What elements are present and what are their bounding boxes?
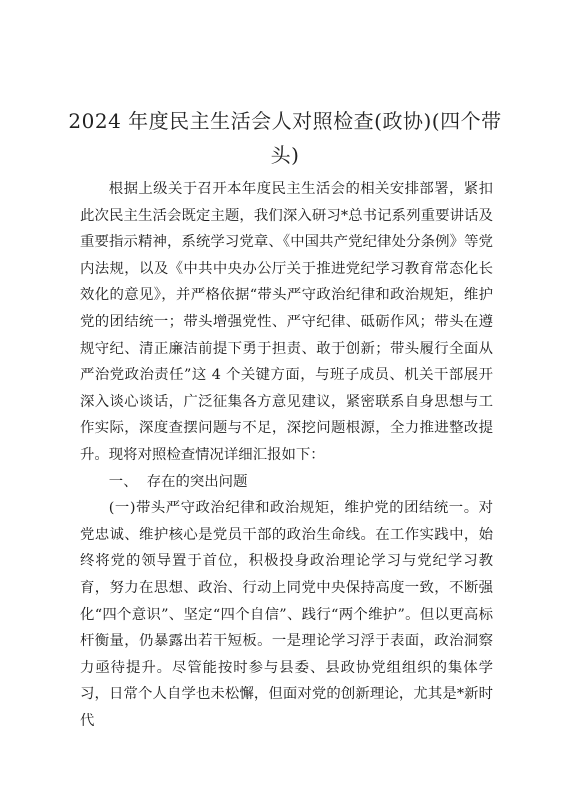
document-title: 2024 年度民主生活会人对照检查(政协)(四个带头) xyxy=(68,109,502,167)
subsection-paragraph xyxy=(80,495,493,734)
subsection-heading: (一)带头严守政治纪律和政治规矩，维护党的团结统一。 xyxy=(108,500,479,517)
section-heading: 一、 存在的突出问题 xyxy=(108,473,248,490)
intro-paragraph: 根据上级关于召开本年度民主生活会的相关安排部署，紧扣此次民主生活会既定主题，我们深入研习*总书记系列重要讲话及重要指示精神，系统学习党章、《中国共产党纪律处分条例》等党内法规，以及《中共中央办公厅关于推进党纪学习教育常态化长效化的意见》，并严格依据“带头严守政治纪律和政治规矩，维护党的团结统一；带头增强党性、严守纪律、砥砺作风；带头在遵规守纪、清正廉洁前提下勇于担责、敢于创新；带头履行全面从严治党政治责任”这 4 个关键方面，与班子成员、机关干部展开深入谈心谈话，广泛征集各方意见建议，紧密联系自身思想与工作实际，深度查摆问题与不足，深挖问题根源，全力推进整改提升。现将对照检查情况详细汇报如下： xyxy=(80,181,493,463)
subsection-text: 对党忠诚、维护核心是党员干部的政治生命线。在工作实践中，始终将党的领导置于首位，积极投身政治理论学习与党纪学习教育，努力在思想、政治、行动上同党中央保持高度一致，不断强化“四个意识”、坚定“四个自信”、践行“两个维护”。但以更高标杆衡量，仍暴露出若干短板。一是理论学习浮于表面，政治洞察力亟待提升。尽管能按时参与县委、县政协党组组织的集体学习，日常个人自学也未松懈，但面对党的创新理论，尤其是*新时代 xyxy=(80,500,493,729)
document-body xyxy=(80,176,493,734)
